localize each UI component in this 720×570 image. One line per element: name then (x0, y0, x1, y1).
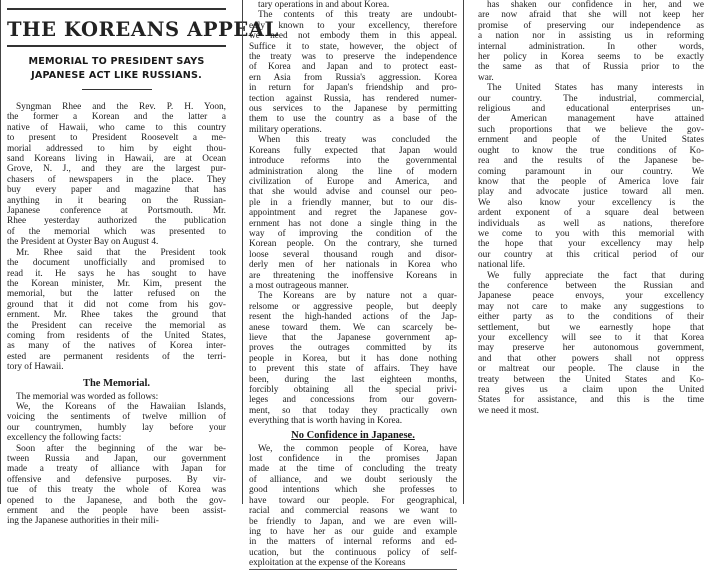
text-line: lost confidence in the promises Japan (249, 454, 457, 465)
text-line: and that other powers shall not oppress (478, 353, 704, 364)
text-line: ous services to the Japanese by permitting (249, 104, 457, 115)
text-line: chasers of newspapers in the place. They (7, 174, 226, 185)
text-line: be friendly to Japan, and we are even will- (249, 516, 457, 527)
text-line: appointment and regret the Japanese gov- (249, 208, 457, 219)
text-line: coming from residents of the United States, (7, 330, 226, 341)
text-line: a most outrageous manner. (249, 280, 349, 291)
paragraph (478, 0, 704, 83)
text-line: the former a Korean and the latter a (7, 112, 226, 123)
text-line: Koreans fully expected that Japan would (249, 145, 457, 156)
text-line: military operations. (249, 124, 322, 135)
text-line: The contents of this treaty are undoubt- (258, 10, 457, 21)
text-line: a nation nor in assisting us in reforming (478, 31, 704, 42)
text-line: The Koreans are by nature not a quar- (258, 291, 457, 302)
text-line: of Korea and Japan and to protect east- (249, 62, 457, 73)
subheadline (7, 55, 226, 83)
text-line: proves the outrages committed by its (249, 343, 457, 354)
text-line: we need it most. (478, 405, 539, 416)
text-line: we come to you with this memorial with (478, 228, 704, 239)
text-line: States for assistance, and this is the time (478, 395, 704, 406)
text-line: national life. (478, 260, 525, 271)
subheadline-line: MEMORIAL TO PRESIDENT SAYS (28, 56, 205, 67)
text-line: edly known to your excellency, therefore (249, 20, 457, 31)
top-rule (7, 8, 226, 10)
text-line: voicing the sentiments of twelve million of (7, 412, 226, 423)
text-line: buy every paper and magazine that has (7, 185, 226, 196)
text-line: have toward our people. For geographical, (249, 495, 457, 506)
text-line: or maltreat our people. The clause in the (478, 364, 704, 375)
text-line: such proportions that we believe the gov- (478, 124, 704, 135)
text-line: ernment has not done a single thing in the (249, 218, 457, 229)
subheadline-line: JAPANESE ACT LIKE RUSSIANS. (31, 70, 202, 81)
text-line: been, during the last eighteen months, (249, 374, 457, 385)
text-line: tary operations in and about Korea. (258, 0, 390, 10)
text-line: The memorial was worded as follows: (16, 391, 159, 402)
text-line: We, the common people of Korea, have (258, 443, 457, 454)
text-line: our countrymen, humbly lay before your (7, 422, 226, 433)
text-line: We fully appreciate the fact that during (487, 270, 704, 281)
text-line: Soon after the beginning of the war be- (16, 443, 226, 454)
text-line: racial and commercial reasons we want to (249, 506, 457, 517)
text-line: read it. He says he has sought to have (7, 268, 226, 279)
text-line: Syngman Rhee and the Rev. P. H. Yoon, (16, 102, 226, 112)
text-line: to prevent this state of affairs. They have (249, 364, 457, 375)
text-line: Grove, N. J., and they are the largest pur- (7, 164, 226, 175)
text-line: exploitation at the expense of the Koreans (249, 558, 406, 569)
paragraph (249, 135, 457, 291)
text-line: ardent exponent of a square deal between (478, 208, 704, 219)
text-line: loose several thousand rough and disor- (249, 249, 457, 260)
text-line: everything that is worth having in Korea. (249, 416, 403, 427)
text-line: native of Hawaii, who came to this country (7, 122, 226, 133)
text-line: rea and the results of the Japanese be- (478, 156, 704, 167)
text-line: ern Asia from Russia's aggression. Korea (249, 72, 457, 83)
text-line: tween Russia and Japan, our government (7, 454, 226, 464)
text-line: ground that it did not come from his gov- (7, 299, 226, 310)
text-line: the conference between the Russian and (478, 280, 704, 291)
text-line: settlement, but we earnestly hope that (478, 322, 704, 333)
text-line: good intentions which she professes to (249, 485, 457, 496)
text-line: derly men of her nationals in Korea who (249, 260, 457, 271)
text-line: the treaty was to preserve the independence (249, 52, 457, 63)
text-line: individuals as well as nations, therefore (478, 218, 704, 229)
text-line: opened to the Japanese, and both the gov- (7, 495, 226, 506)
text-line: der American management have attained (478, 114, 704, 125)
text-line: the President at Oyster Bay on August 4. (7, 237, 159, 248)
text-line: The United States has many interests in (487, 83, 704, 94)
text-line: people in Korea, but it has done nothing (249, 353, 457, 364)
text-line: tection against Russia, has rendered numer- (249, 93, 457, 104)
text-line: has shaken our confidence in her, and we (487, 0, 704, 10)
text-line: made a treaty of alliance with Japan for (7, 464, 226, 475)
headline-rule (7, 45, 226, 47)
text-line: the Korean minister, Mr. Kim, present the (7, 278, 226, 289)
text-line: the same as that of Russia prior to the (478, 62, 704, 73)
text-line: civilization of Europe and America, and (249, 176, 457, 187)
text-line: resent the high-handed actions of the Jap- (249, 312, 457, 323)
text-line: promise of preserving our independence as (478, 20, 704, 31)
text-line: memorial, but the latter refused on the (7, 289, 226, 300)
text-line: play and advocate justice toward all men. (478, 187, 704, 198)
text-line: introduce reforms into the governmental (249, 156, 457, 167)
text-line: of the memorial which was presented to (7, 226, 226, 237)
text-line: may preserve her autonomous government, (478, 343, 704, 354)
paragraph (7, 102, 226, 248)
text-line: we need not embody them in this appeal. (249, 31, 457, 42)
text-line: Japanese conference at Portsmouth. Mr. (7, 206, 226, 217)
text-line: Japanese peace envoys, your excellency (478, 291, 704, 302)
text-line: tue of this treaty the whole of Korea was (7, 485, 226, 496)
text-line: as many of the natives of Korea inter- (7, 341, 226, 352)
text-line: coming paramount in our country. We (478, 166, 704, 177)
text-line: anese toward them. We can scarcely be- (249, 322, 457, 333)
text-line: ple in a friendly manner, but to our dis- (249, 197, 457, 208)
section-heading: The Memorial. (82, 377, 151, 389)
paragraph (249, 10, 457, 135)
text-line: religious and educational enterprises un- (478, 104, 704, 115)
text-line: way of improving the condition of the (249, 228, 457, 239)
text-line: Korean people. On the contrary, she turned (249, 239, 457, 250)
text-line: war. (478, 72, 494, 83)
text-line: in return for Japan's friendship and pro- (249, 83, 457, 94)
text-line: ernment and people of the United States (478, 135, 704, 146)
text-line: forcibly obtaining all the special privi- (249, 385, 457, 396)
paragraph (249, 444, 457, 569)
text-line: in the matters of internal reforms and ed- (249, 537, 457, 548)
text-line: tory of Hawaii. (7, 362, 64, 373)
text-line: them to use the country as a base of the (249, 114, 457, 125)
text-line: rea gives us a claim upon the United (478, 385, 704, 396)
column-bottom-rule (249, 569, 457, 570)
column-1 (0, 0, 279, 527)
text-line: excellency the following facts: (7, 433, 122, 444)
text-line: that she would advise and counsel our peo- (249, 187, 457, 198)
text-line: We also know your excellency is the (478, 197, 704, 208)
paragraph (7, 402, 226, 444)
paragraph (7, 392, 226, 402)
text-line: our country. The industrial, commercial, (478, 93, 704, 104)
text-line: are threatening the inoffensive Koreans in (249, 270, 457, 281)
text-line: the document unofficially and promised to (7, 258, 226, 269)
text-line: When this treaty was concluded the (258, 135, 457, 146)
text-line: morial addressed to him by eight thou- (7, 143, 226, 154)
text-line: your excellency will see to it that Korea (478, 333, 704, 343)
text-line: lieve that the Japanese government ap- (249, 333, 457, 343)
headline: THE KOREANS APPEAL (7, 18, 279, 41)
text-line: internal administration. In other words, (478, 41, 704, 52)
text-line: ested are permanent residents of the terri- (7, 351, 226, 362)
text-line: ing the Japanese authorities in their mili- (7, 516, 159, 527)
text-line: anything in it bearing on the Russian- (7, 195, 226, 206)
text-line: treaty between the United States and Ko- (478, 374, 704, 385)
text-line: ment, so that today they practically own (249, 405, 457, 416)
paragraph (7, 248, 226, 373)
text-line: ing to have her as our guide and example (249, 526, 457, 537)
text-line: may not care to make any suggestions to (478, 301, 704, 312)
text-line: are now afraid that she will not keep her (478, 10, 704, 21)
paragraph (7, 444, 226, 527)
subheadline-rule (82, 89, 152, 90)
text-line: We, the Koreans of the Hawaiian Islands, (16, 401, 226, 412)
paragraph (478, 271, 704, 417)
text-line: offensive and defensive purposes. By vir- (7, 474, 226, 485)
text-line: to present to President Roosevelt a me- (7, 133, 226, 144)
column-2 (242, 0, 464, 569)
text-line: ucation, but the continuous policy of self- (249, 547, 457, 558)
text-line: ought to know the true conditions of Ko- (478, 145, 704, 156)
text-line: ernment and the people have been assist- (7, 506, 226, 517)
text-line: made at the time of concluding the treaty (249, 464, 457, 475)
text-line: administration along the line of modern (249, 166, 457, 177)
text-line: our country at this critical period of our (478, 249, 704, 260)
text-line: relsome or aggressive people, but deeply (249, 301, 457, 312)
text-line: Mr. Rhee said that the President took (16, 247, 226, 258)
text-line: Suffice it to state, however, the object of (249, 41, 457, 52)
text-line: sand Koreans living in Hawaii, are at Ocean (7, 154, 226, 165)
column-3 (470, 0, 710, 504)
text-line: of alliance, and we doubt seriously the (249, 474, 457, 485)
text-line: either party as to the conditions of their (478, 312, 704, 323)
paragraph (249, 291, 457, 426)
text-line: know that the people of America love fair (478, 176, 704, 187)
text-line: her policy in Korea seems to be exactly (478, 52, 704, 63)
text-line: ernment. Mr. Rhee takes the ground that (7, 310, 226, 321)
text-line: the hope that your excellency may help (478, 239, 704, 250)
text-line: the President can receive the memorial as (7, 320, 226, 331)
section-heading: No Confidence in Japanese. (291, 429, 415, 441)
paragraph (249, 0, 457, 10)
text-line: Rhee yesterday authorized the publication (7, 216, 226, 227)
paragraph (478, 83, 704, 270)
text-line: leges and concessions from our govern- (249, 395, 457, 406)
